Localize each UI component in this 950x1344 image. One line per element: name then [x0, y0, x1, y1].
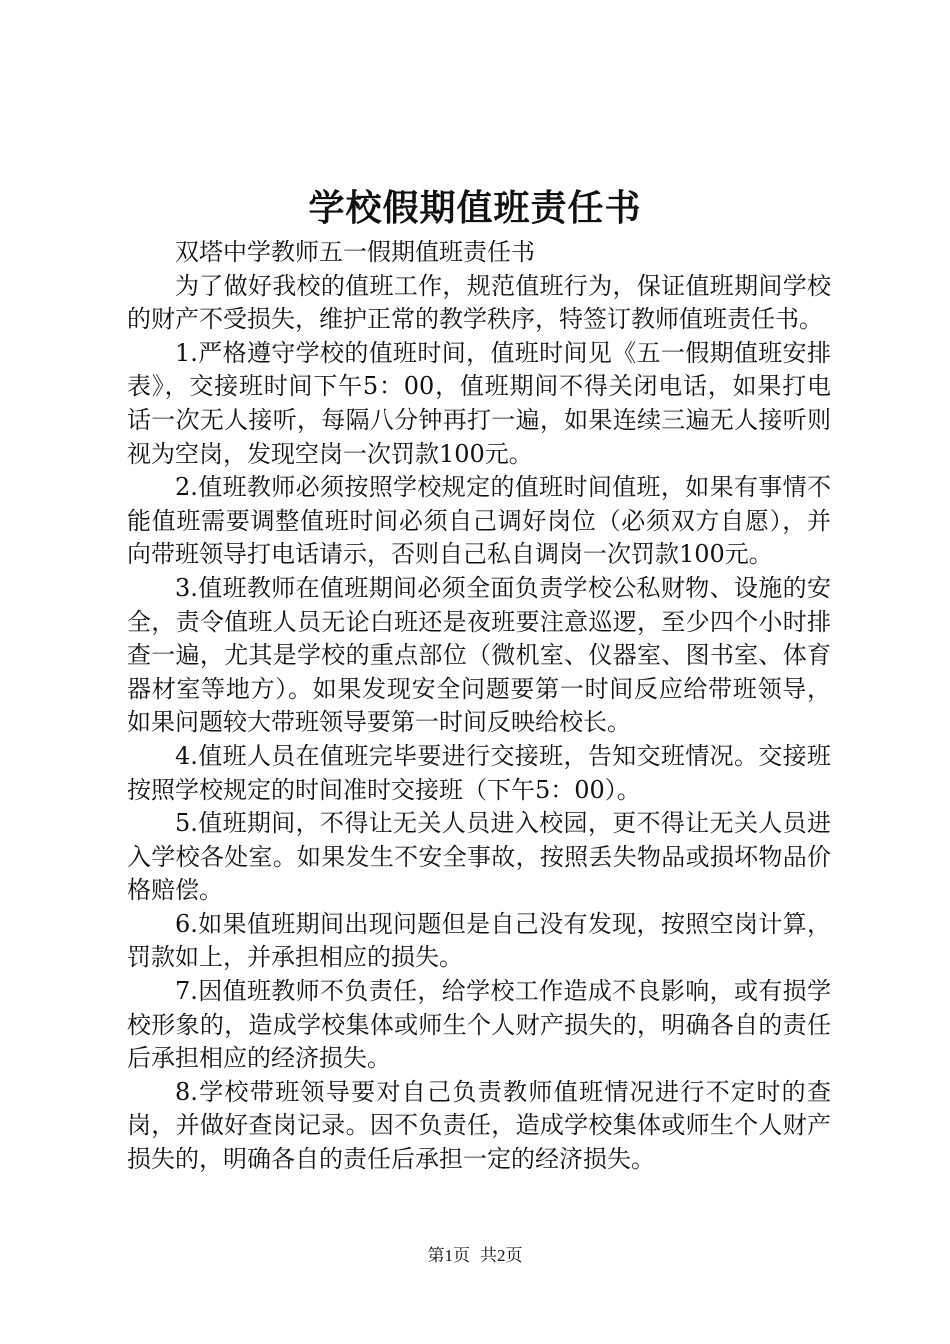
- document-subtitle: 双塔中学教师五一假期值班责任书: [175, 238, 535, 266]
- paragraph-item-3: 3.值班教师在值班期间必须全面负责学校公私财物、设施的安全，责令值班人员无论白班还是夜班要注意巡逻，至少四个小时排查一遍，尤其是学校的重点部位（微机室、仪器室、图书室、体育器材室等地方）。如果发现安全问题要第一时间反应给带班领导，如果问题较大带班领导要第一时间反映给校长。: [127, 573, 831, 737]
- paragraph-item-2: 2.值班教师必须按照学校规定的值班时间值班，如果有事情不能值班需要调整值班时间必须自己调好岗位（必须双方自愿），并向带班领导打电话请示，否则自己私自调岗一次罚款100元。: [127, 473, 831, 569]
- paragraph-item-5: 5.值班期间，不得让无关人员进入校园，更不得让无关人员进入学校各处室。如果发生不安全事故，按照丢失物品或损坏物品价格赔偿。: [127, 809, 831, 905]
- document-title: 学校假期值班责任书: [308, 187, 642, 229]
- paragraph-item-1: 1.严格遵守学校的值班时间，值班时间见《五一假期值班安排表》，交接班时间下午5：00，值班期间不得关闭电话，如果打电话一次无人接听，每隔八分钟再打一遍，如果连续三遍无人接听则视为空岗，发现空岗一次罚款100元。: [127, 338, 831, 468]
- paragraph-item-7: 7.因值班教师不负责任，给学校工作造成不良影响，或有损学校形象的，造成学校集体或师生个人财产损失的，明确各自的责任后承担相应的经济损失。: [127, 977, 831, 1073]
- paragraph-item-4: 4.值班人员在值班完毕要进行交接班，告知交班情况。交接班按照学校规定的时间准时交接班（下午5：00）。: [127, 741, 831, 804]
- paragraph-item-6: 6.如果值班期间出现问题但是自己没有发现，按照空岗计算，罚款如上，并承担相应的损失。: [127, 909, 831, 972]
- document-body: [127, 236, 831, 1177]
- paragraph-item-8: 8.学校带班领导要对自己负责教师值班情况进行不定时的查岗，并做好查岗记录。因不负责任，造成学校集体或师生个人财产损失的，明确各自的责任后承担一定的经济损失。: [127, 1077, 831, 1174]
- paragraph-intro: 为了做好我校的值班工作，规范值班行为，保证值班期间学校的财产不受损失，维护正常的教学秩序，特签订教师值班责任书。: [127, 271, 831, 334]
- page-footer: [0, 1244, 950, 1268]
- page-number: 第1页: [427, 1246, 470, 1265]
- page-total: 共2页: [480, 1246, 523, 1265]
